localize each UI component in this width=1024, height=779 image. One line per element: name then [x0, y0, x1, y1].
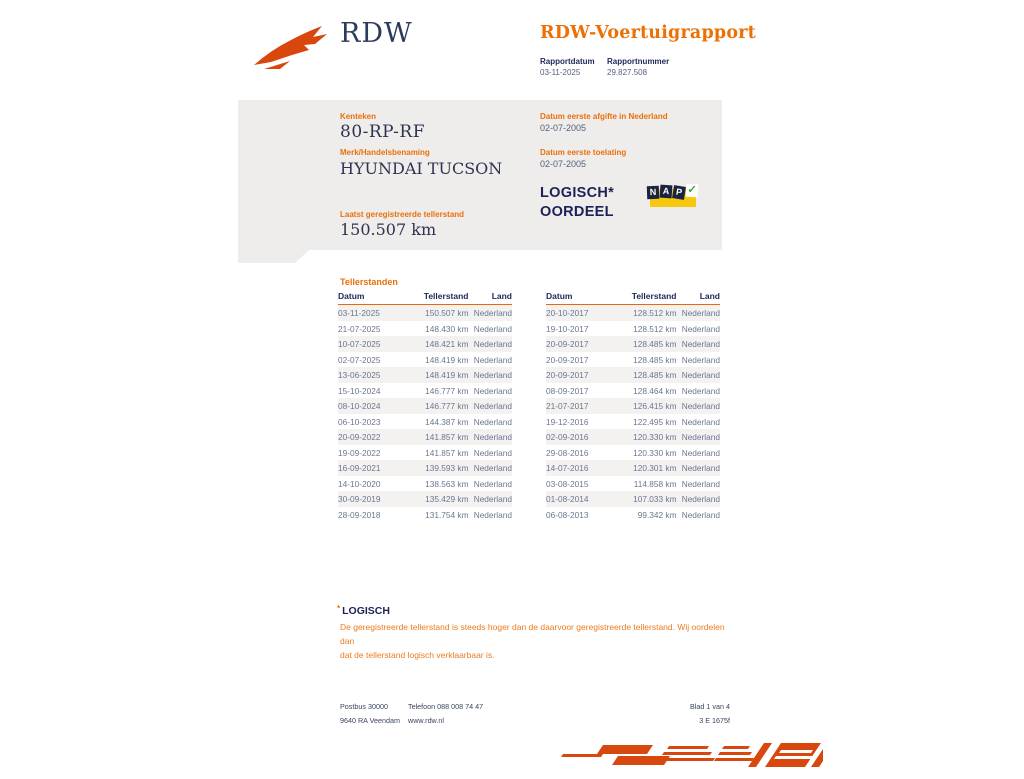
table-header-row	[546, 291, 720, 305]
table-cell: 148.419 km	[425, 370, 469, 380]
footer-address-line2: 9640 RA Veendam	[340, 716, 400, 725]
table-cell: 150.507 km	[425, 308, 469, 318]
column-header-tellerstand: Tellerstand	[408, 291, 469, 305]
table-cell: 14-07-2016	[546, 463, 589, 473]
table-row	[338, 491, 512, 507]
table-row	[338, 507, 512, 523]
footnote-asterisk: *	[337, 604, 341, 613]
table-cell: 01-08-2014	[546, 494, 589, 504]
table-cell: 06-08-2013	[546, 509, 589, 520]
report-date-value: 03-11-2025	[540, 68, 581, 77]
table-cell: 139.593 km	[425, 463, 469, 473]
table-row	[338, 476, 512, 492]
table-cell: Nederland	[473, 463, 512, 473]
table-cell: Nederland	[681, 416, 720, 427]
table-cell: Nederland	[473, 308, 512, 318]
table-cell: 08-10-2024	[338, 401, 381, 411]
table-cell: Nederland	[681, 478, 720, 489]
column-header-datum: Datum	[546, 291, 616, 305]
table-cell: 02-07-2025	[338, 354, 381, 365]
table-cell: Nederland	[681, 447, 720, 458]
footer-phone: Telefoon 088 008 74 47	[408, 702, 484, 711]
table-row	[546, 507, 720, 523]
vehicle-info-box	[238, 100, 722, 263]
table-row	[338, 336, 512, 352]
footer-form-code: 3 E 1675f	[699, 716, 730, 725]
report-number-value: 29.827.508	[607, 68, 648, 77]
table-row	[546, 352, 720, 368]
table-cell: 128.485 km	[633, 370, 677, 380]
table-cell: Nederland	[473, 385, 512, 396]
table-cell: 122.495 km	[633, 416, 677, 427]
report-title: RDW-Voertuigrapport	[540, 23, 756, 43]
table-cell: 03-08-2015	[546, 478, 589, 489]
table-cell: 99.342 km	[637, 509, 677, 520]
table-cell: 148.421 km	[425, 339, 469, 349]
kenteken-label: Kenteken	[340, 112, 377, 121]
table-cell: Nederland	[681, 339, 720, 349]
report-number-label: Rapportnummer	[607, 57, 670, 66]
table-cell: 28-09-2018	[338, 509, 381, 520]
toelating-value: 02-07-2005	[540, 159, 587, 169]
column-header-tellerstand: Tellerstand	[616, 291, 677, 305]
table-row	[338, 352, 512, 368]
table-row	[338, 305, 512, 321]
table-row	[546, 491, 720, 507]
table-row	[338, 383, 512, 399]
odometer-table-right	[546, 291, 720, 522]
afgifte-label: Datum eerste afgifte in Nederland	[540, 112, 668, 121]
table-cell: 120.301 km	[633, 463, 677, 473]
merk-label: Merk/Handelsbenaming	[340, 148, 430, 157]
footer-website: www.rdw.nl	[408, 716, 444, 725]
table-row	[338, 321, 512, 337]
table-cell: Nederland	[681, 509, 720, 520]
nap-checkmark-icon: ✓	[687, 183, 698, 197]
table-cell: 107.033 km	[633, 494, 677, 504]
table-cell: Nederland	[473, 416, 512, 427]
table-cell: 21-07-2017	[546, 401, 589, 411]
footnote-line1: De geregistreerde tellerstand is steeds hoger dan de daarvoor geregistreerde tellerstand. Wij oordelen dan	[340, 622, 725, 646]
oordeel-line1: LOGISCH*	[540, 185, 615, 201]
tellerstanden-title: Tellerstanden	[340, 277, 398, 287]
table-cell: Nederland	[473, 432, 512, 442]
table-cell: Nederland	[473, 509, 512, 520]
afgifte-value: 02-07-2005	[540, 123, 587, 133]
table-cell: 114.858 km	[633, 478, 677, 489]
table-cell: Nederland	[473, 354, 512, 365]
table-cell: 128.485 km	[633, 354, 677, 365]
table-header-row	[338, 291, 512, 305]
table-cell: Nederland	[681, 432, 720, 442]
nap-letter-p: P	[672, 185, 686, 200]
nap-logo	[647, 184, 699, 209]
tellerstand-value: 150.507 km	[340, 220, 437, 239]
table-cell: 120.330 km	[633, 447, 677, 458]
table-cell: 144.387 km	[425, 416, 469, 427]
table-row	[546, 321, 720, 337]
table-cell: 148.419 km	[425, 354, 469, 365]
table-cell: 128.512 km	[633, 308, 677, 318]
table-cell: 20-09-2017	[546, 339, 589, 349]
column-header-land: Land	[676, 291, 720, 305]
nap-letter-n: N	[647, 186, 659, 199]
nap-letter-a: A	[660, 185, 673, 199]
table-cell: 20-09-2022	[338, 432, 381, 442]
toelating-label: Datum eerste toelating	[540, 148, 627, 157]
table-cell: 19-09-2022	[338, 447, 381, 458]
table-cell: Nederland	[681, 385, 720, 396]
table-cell: 20-09-2017	[546, 370, 589, 380]
table-cell: Nederland	[681, 370, 720, 380]
footnote-title	[337, 604, 390, 617]
column-header-land: Land	[468, 291, 512, 305]
table-cell: 138.563 km	[425, 478, 469, 489]
table-cell: 126.415 km	[633, 401, 677, 411]
column-header-datum: Datum	[338, 291, 408, 305]
table-cell: 21-07-2025	[338, 323, 381, 334]
odometer-table-left	[338, 291, 512, 522]
table-cell: 29-08-2016	[546, 447, 589, 458]
table-row	[546, 460, 720, 476]
table-cell: Nederland	[681, 401, 720, 411]
footnote-line2: dat de tellerstand logisch verklaarbaar is.	[340, 650, 495, 660]
decorative-stripes-graphic	[543, 740, 823, 774]
table-cell: 03-11-2025	[338, 308, 380, 318]
table-cell: Nederland	[681, 323, 720, 334]
table-cell: 146.777 km	[425, 385, 469, 396]
table-row	[338, 367, 512, 383]
table-cell: 120.330 km	[633, 432, 677, 442]
table-cell: 148.430 km	[425, 323, 469, 334]
table-cell: Nederland	[473, 447, 512, 458]
table-cell: 141.857 km	[425, 432, 469, 442]
footnote-title-text: LOGISCH	[342, 605, 390, 617]
table-row	[338, 398, 512, 414]
table-cell: 141.857 km	[425, 447, 469, 458]
footer-page-indicator: Blad 1 van 4	[690, 702, 730, 711]
table-cell: Nederland	[681, 354, 720, 365]
table-cell: 06-10-2023	[338, 416, 381, 427]
table-cell: 30-09-2019	[338, 494, 381, 504]
kenteken-value: 80-RP-RF	[340, 122, 426, 142]
table-cell: 10-07-2025	[338, 339, 381, 349]
table-cell: 08-09-2017	[546, 385, 589, 396]
rdw-logo-icon	[251, 20, 333, 74]
table-row	[546, 414, 720, 430]
report-date-label: Rapportdatum	[540, 57, 595, 66]
tellerstand-label: Laatst geregistreerde tellerstand	[340, 210, 465, 219]
table-cell: 20-09-2017	[546, 354, 589, 365]
table-cell: Nederland	[473, 494, 512, 504]
table-cell: 135.429 km	[425, 494, 469, 504]
table-cell: 02-09-2016	[546, 432, 589, 442]
table-cell: 15-10-2024	[338, 385, 381, 396]
table-row	[338, 429, 512, 445]
table-row	[338, 414, 512, 430]
table-row	[546, 367, 720, 383]
table-cell: 128.485 km	[633, 339, 677, 349]
table-cell: 16-09-2021	[338, 463, 381, 473]
table-cell: Nederland	[681, 494, 720, 504]
table-row	[546, 336, 720, 352]
table-cell: 128.464 km	[633, 385, 677, 396]
rdw-wordmark: RDW	[340, 18, 413, 49]
table-cell: Nederland	[473, 323, 512, 334]
oordeel-line2: OORDEEL	[540, 204, 614, 220]
table-cell: 146.777 km	[425, 401, 469, 411]
table-cell: Nederland	[473, 370, 512, 380]
footer-address-line1: Postbus 30000	[340, 702, 388, 711]
table-row	[546, 398, 720, 414]
table-row	[546, 383, 720, 399]
table-row	[546, 476, 720, 492]
table-cell: 131.754 km	[425, 509, 469, 520]
table-cell: 19-12-2016	[546, 416, 589, 427]
table-cell: Nederland	[473, 339, 512, 349]
table-cell: 19-10-2017	[546, 323, 589, 334]
table-cell: 13-06-2025	[338, 370, 381, 380]
table-cell: 20-10-2017	[546, 308, 589, 318]
table-cell: 128.512 km	[633, 323, 677, 334]
table-row	[546, 305, 720, 321]
table-cell: Nederland	[473, 401, 512, 411]
table-cell: Nederland	[473, 478, 512, 489]
table-row	[338, 445, 512, 461]
merk-value: HYUNDAI TUCSON	[340, 159, 503, 178]
table-row	[338, 460, 512, 476]
footnote-text	[340, 620, 740, 662]
table-cell: Nederland	[681, 308, 720, 318]
table-cell: Nederland	[681, 463, 720, 473]
table-cell: 14-10-2020	[338, 478, 381, 489]
table-row	[546, 445, 720, 461]
table-row	[546, 429, 720, 445]
